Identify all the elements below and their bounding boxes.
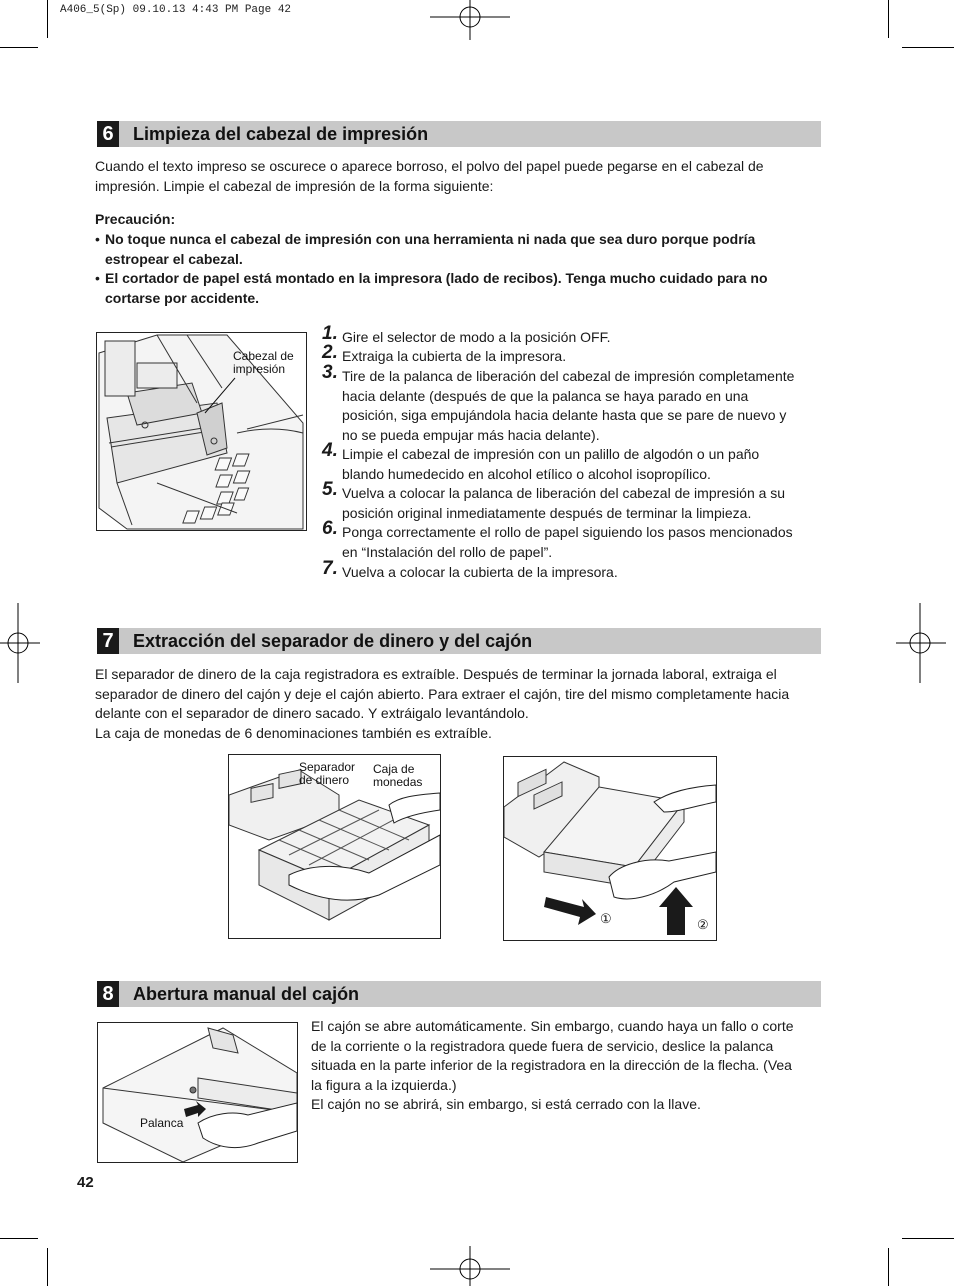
step-line: no se pueda empujar más hacia delante).	[342, 426, 600, 443]
step-line: blando humedecido en alcohol etílico o alcohol isopropílico.	[342, 465, 711, 482]
label-line: de dinero	[299, 773, 350, 787]
page-number: 42	[77, 1174, 94, 1191]
caution-line: estropear el cabezal.	[105, 250, 243, 267]
bullet-glyph: •	[95, 231, 100, 247]
para-line: separador de dinero del cajón y deje el cajón abierto. Para extraer el cajón, tire del mismo completamente hacia	[95, 685, 790, 702]
coin-case-label	[373, 763, 422, 789]
section-8-paragraph	[311, 1017, 831, 1115]
registration-mark-right	[896, 603, 946, 683]
caution-line: El cortador de papel está montado en la impresora (lado de recibos). Tenga mucho cuidado para no	[105, 270, 768, 286]
step-line: Gire el selector de modo a la posición OFF.	[342, 329, 611, 345]
section-7-paragraph	[95, 665, 835, 743]
step-item	[322, 479, 822, 523]
drawer-lever-figure	[97, 1022, 298, 1163]
caution-line: cortarse por accidente.	[105, 289, 260, 306]
step-line: Vuelva a colocar la cubierta de la impresora.	[342, 564, 618, 580]
money-separator-label	[299, 761, 355, 787]
caution-item-2	[95, 269, 815, 308]
step-line: Tire de la palanca de liberación del cabezal de impresión completamente	[342, 368, 795, 384]
step-line: posición original inmediatamente después de terminar la limpieza.	[342, 504, 752, 521]
step-mark-2: ②	[697, 917, 709, 932]
section-6-title: Limpieza del cabezal de impresión	[133, 124, 429, 144]
step-item	[322, 342, 822, 367]
section-8-title: Abertura manual del cajón	[133, 984, 360, 1004]
section-6-header	[97, 121, 821, 147]
bullet-glyph: •	[95, 270, 100, 286]
step-number: 2.	[322, 342, 338, 363]
intro-line: Cuando el texto impreso se oscurece o aparece borroso, el polvo del papel puede pegarse en el cabezal de	[95, 158, 764, 174]
step-number: 3.	[322, 362, 338, 383]
step-line: Extraiga la cubierta de la impresora.	[342, 348, 567, 364]
step-number: 4.	[322, 440, 338, 461]
section-7-number: 7	[97, 628, 119, 654]
drawer-removal-figure	[503, 756, 717, 941]
section-7-header	[97, 628, 821, 654]
section-8-number: 8	[97, 981, 119, 1007]
section-6-intro	[95, 157, 764, 196]
label-line: Separador	[299, 760, 356, 774]
step-item	[322, 323, 822, 348]
section-8-header	[97, 981, 821, 1007]
intro-line: impresión. Limpie el cabezal de impresión de la forma siguiente:	[95, 177, 494, 194]
registration-mark-top	[430, 0, 510, 40]
para-line: El cajón no se abrirá, sin embargo, si está cerrado con la llave.	[311, 1096, 701, 1112]
label-line: impresión	[233, 362, 286, 376]
label-line: Cabezal de	[233, 349, 294, 363]
step-line: posición, siga empujándola hacia delante hasta que se pare de nuevo y	[342, 407, 787, 423]
section-6-number: 6	[97, 121, 119, 147]
money-separator-figure	[228, 754, 441, 939]
print-slug: A406_5(Sp) 09.10.13 4:43 PM Page 42	[60, 4, 292, 16]
step-item	[322, 440, 822, 484]
step-item	[322, 518, 822, 562]
para-line: El separador de dinero de la caja registradora es extraíble. Después de terminar la jornada laboral, extraiga el	[95, 666, 777, 682]
step-number: 5.	[322, 479, 338, 500]
lever-label: Palanca	[140, 1116, 184, 1130]
printer-head-figure	[96, 332, 307, 531]
step-mark-1: ①	[600, 911, 612, 926]
step-line: hacia delante (después de que la palanca se haya parado en una	[342, 387, 749, 404]
section-7-title: Extracción del separador de dinero y del cajón	[133, 631, 533, 651]
step-number: 7.	[322, 558, 338, 579]
para-line: de la corriente o la registradora quede fuera de servicio, deslice la palanca	[311, 1037, 774, 1054]
caution-item-1	[95, 230, 815, 269]
step-item	[322, 558, 822, 583]
print-head-label	[233, 350, 294, 376]
step-number: 1.	[322, 323, 338, 344]
label-line: Caja de	[373, 762, 415, 776]
step-line: Limpie el cabezal de impresión con un palillo de algodón o un paño	[342, 446, 760, 462]
registration-mark-left	[0, 603, 40, 683]
para-line: delante con el separador de dinero sacado. Y extráigalo levantándolo.	[95, 705, 529, 721]
step-line: Ponga correctamente el rollo de papel siguiendo los pasos mencionados	[342, 524, 793, 540]
para-line: situada en la parte inferior de la registradora en la dirección de la flecha. (Vea	[311, 1057, 792, 1073]
caution-line: No toque nunca el cabezal de impresión con una herramienta ni nada que sea duro porque podría	[105, 231, 756, 247]
para-line: La caja de monedas de 6 denominaciones también es extraíble.	[95, 724, 492, 741]
label-line: monedas	[373, 775, 423, 789]
lever-illustration	[98, 1023, 297, 1162]
step-item	[322, 362, 822, 445]
para-line: la figura a la izquierda.)	[311, 1076, 457, 1093]
registration-mark-bottom	[430, 1246, 510, 1286]
para-line: El cajón se abre automáticamente. Sin embargo, cuando haya un fallo o corte	[311, 1018, 794, 1034]
step-line: en “Instalación del rollo de papel”.	[342, 543, 553, 560]
step-number: 6.	[322, 518, 338, 539]
caution-title: Precaución:	[95, 211, 176, 227]
step-line: Vuelva a colocar la palanca de liberación del cabezal de impresión a su	[342, 485, 786, 501]
